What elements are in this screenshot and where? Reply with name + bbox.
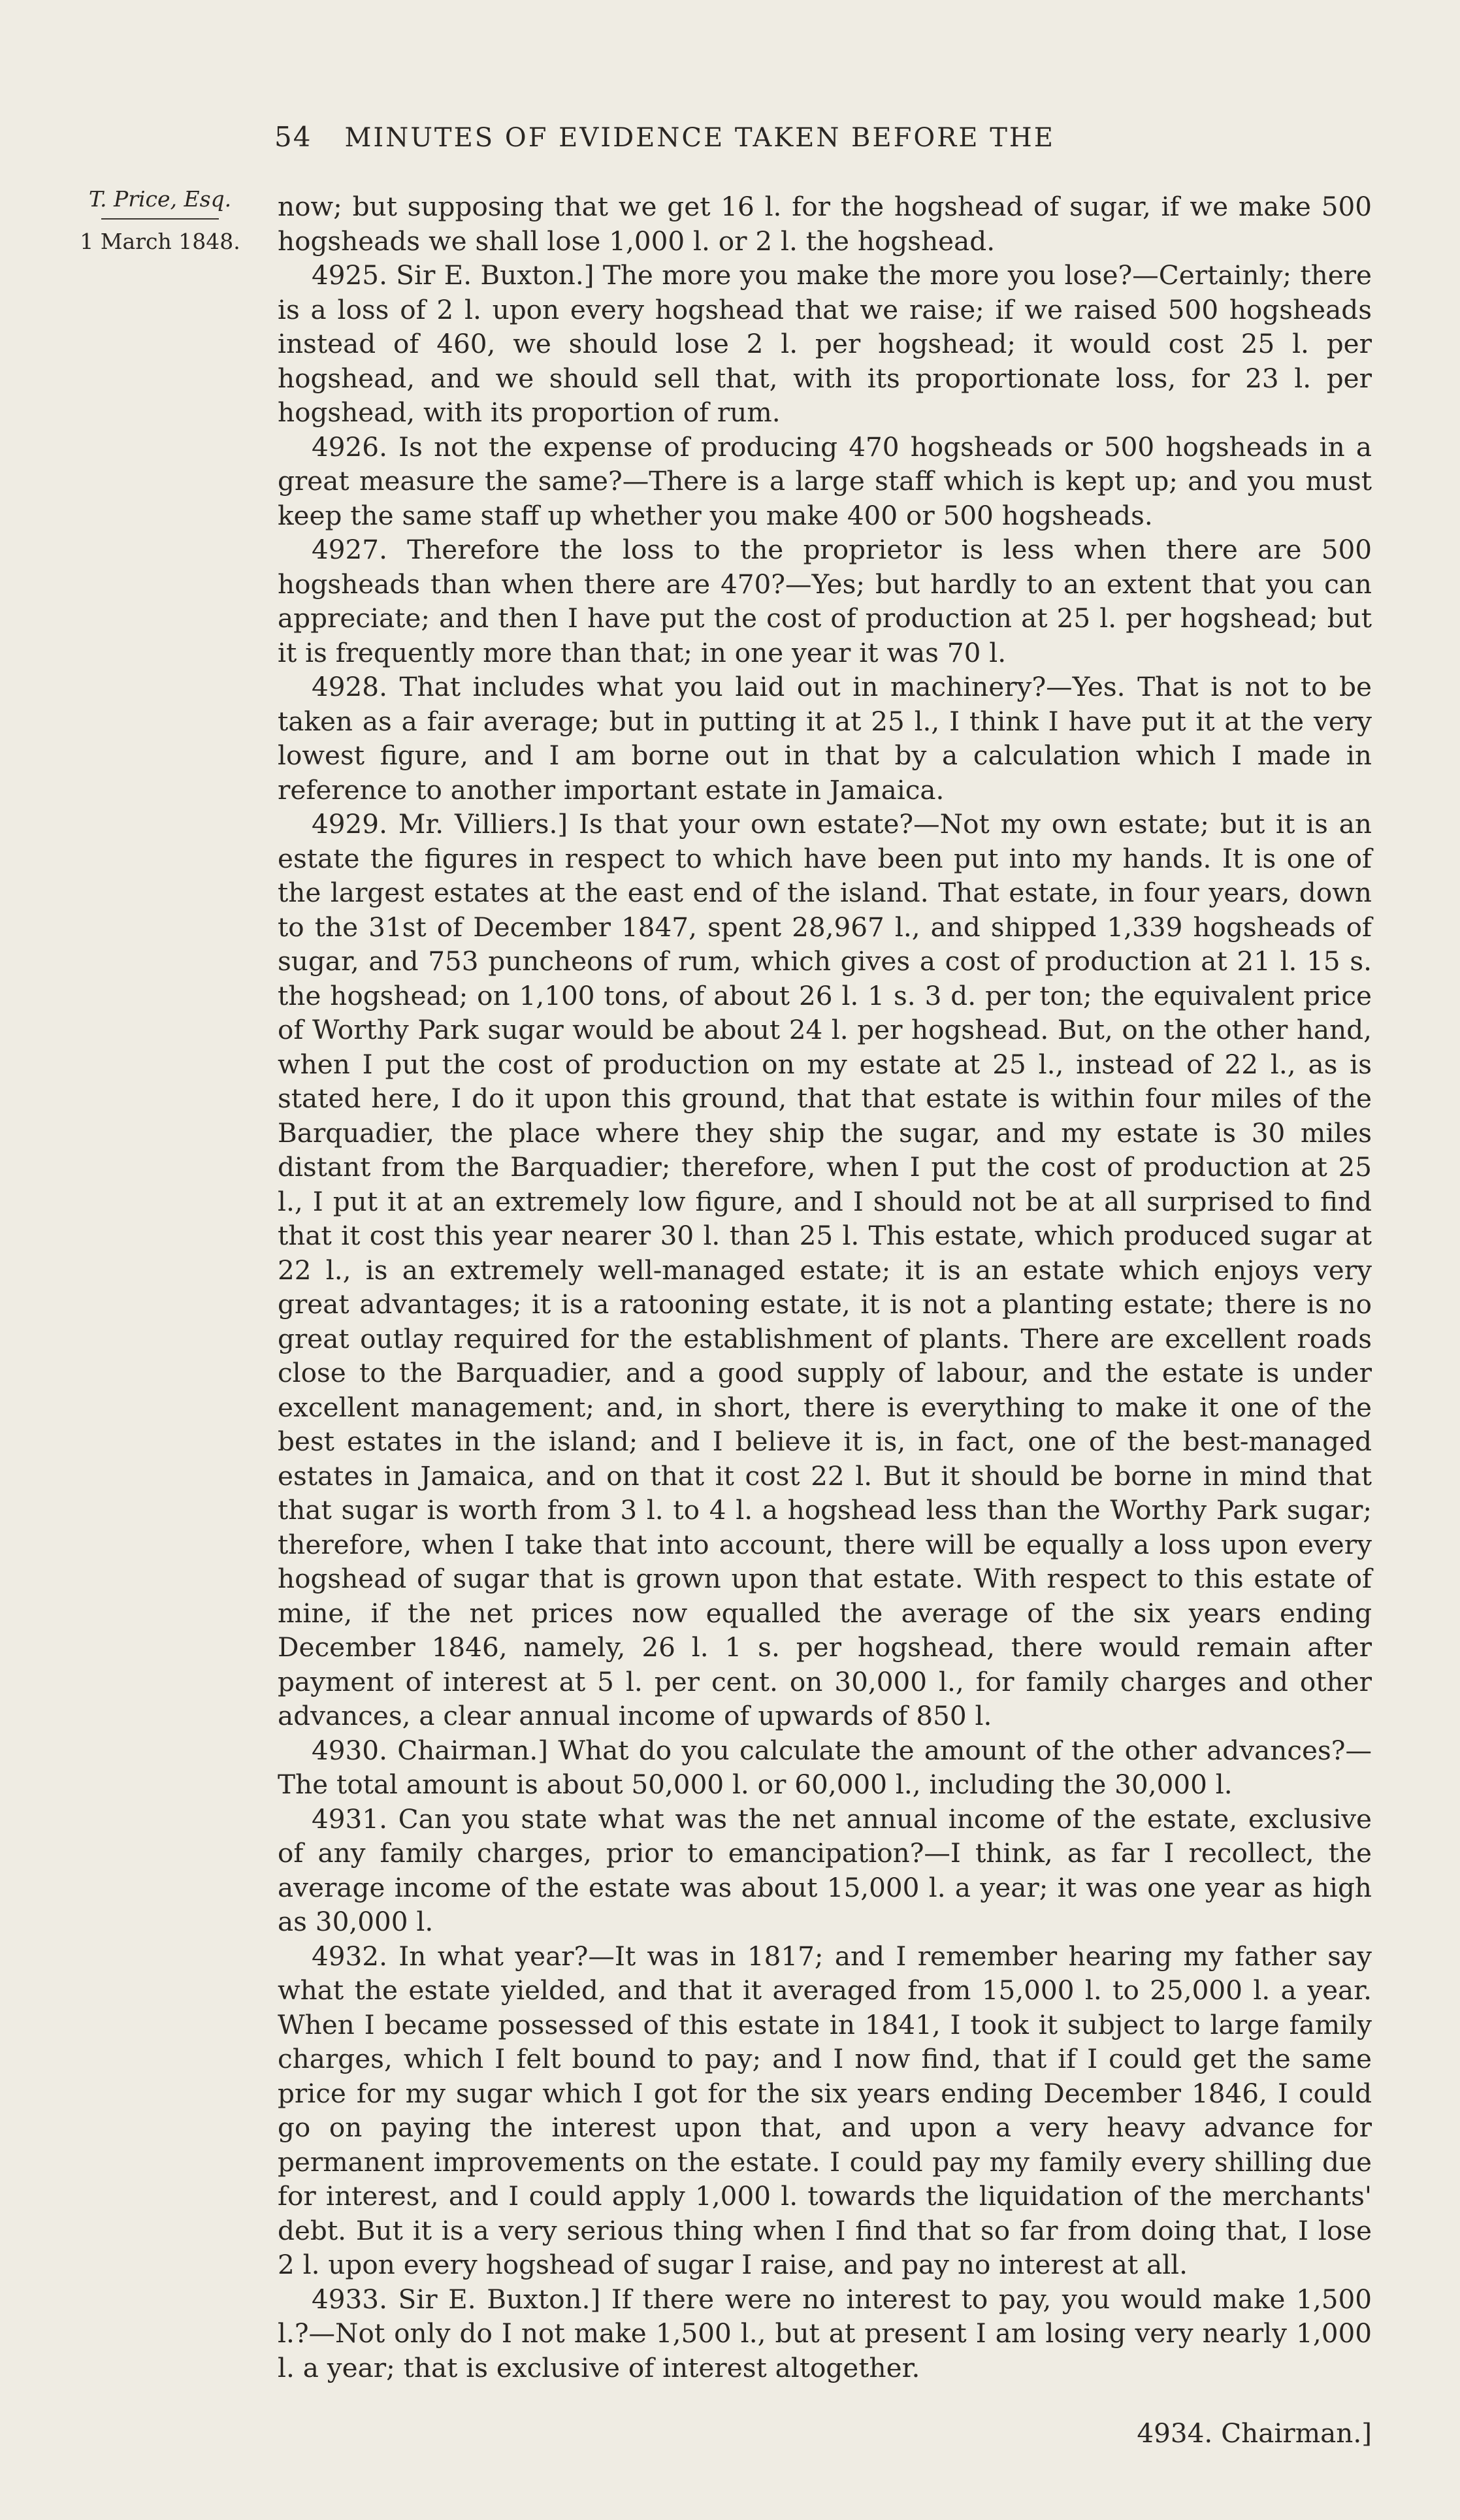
paragraph-4933: 4933. Sir E. Buxton.] If there were no interest to pay, you would make 1,500 l.?—Not only do I not make 1,500 l., but at present I am losing very nearly 1,000 l. a year; that is exclusive of interest altogether. (278, 2283, 1372, 2383)
catchword: 4934. Chairman.] (1137, 2417, 1372, 2449)
paragraph-4927: 4927. Therefore the loss to the proprietor is less when there are 500 hogsheads than when there are 470?—Yes; but hardly to an extent that you can appreciate; and then I have put the cost of production at 25 l. per hogshead; but it is frequently more than that; in one year it was 70 l. (278, 534, 1372, 668)
witness-name: T. Price, Esq. (88, 186, 232, 212)
margin-note (72, 186, 248, 254)
running-head: MINUTES OF EVIDENCE TAKEN BEFORE THE (344, 123, 1055, 153)
margin-divider (101, 218, 219, 220)
paragraph-continuation: now; but supposing that we get 16 l. for the hogshead of sugar, if we make 500 hogsheads we shall lose 1,000 l. or 2 l. the hogshead. (278, 191, 1372, 257)
paragraph-4925: 4925. Sir E. Buxton.] The more you make the more you lose?—Certainly; there is a loss of 2 l. upon every hogshead that we raise; if we raised 500 hogsheads instead of 460, we should lose 2 l. per hogshead; it would cost 25 l. per hogshead, and we should sell that, with its proportionate loss, for 23 l. per hogshead, with its proportion of rum. (278, 259, 1372, 428)
paragraph-4932: 4932. In what year?—It was in 1817; and I remember hearing my father say what the estate yielded, and that it averaged from 15,000 l. to 25,000 l. a year. When I became possessed of this estate in 1841, I took it subject to large family charges, which I felt bound to pay; and I now find, that if I could get the same price for my sugar which I got for the six years ending December 1846, I could go on paying the interest upon that, and upon a very heavy advance for permanent improvements on the estate. I could pay my family every shilling due for interest, and I could apply 1,000 l. towards the liquidation of the merchants' debt. But it is a very serious thing when I find that so far from doing that, I lose 2 l. upon every hogshead of sugar I raise, and pay no interest at all. (278, 1940, 1372, 2280)
paragraph-4930: 4930. Chairman.] What do you calculate the amount of the other advances?—The total amount is about 50,000 l. or 60,000 l., including the 30,000 l. (278, 1734, 1372, 1800)
paragraph-4931: 4931. Can you state what was the net annual income of the estate, exclusive of any family charges, prior to emancipation?—I think, as far I recollect, the average income of the estate was about 15,000 l. a year; it was one year as high as 30,000 l. (278, 1803, 1372, 1937)
page-header (274, 121, 1228, 153)
paragraph-4928: 4928. That includes what you laid out in machinery?—Yes. That is not to be taken as a fair average; but in putting it at 25 l., I think I have put it at the very lowest figure, and I am borne out in that by a calculation which I made in reference to another important estate in Jamaica. (278, 671, 1372, 806)
paragraph-4926: 4926. Is not the expense of producing 470 hogsheads or 500 hogsheads in a great measure the same?—There is a large staff which is kept up; and you must keep the same staff up whether you make 400 or 500 hogsheads. (278, 431, 1372, 531)
body-text (278, 189, 1372, 2385)
page-number: 54 (274, 121, 312, 153)
evidence-date: 1 March 1848. (80, 229, 240, 254)
paragraph-4929: 4929. Mr. Villiers.] Is that your own estate?—Not my own estate; but it is an estate the figures in respect to which have been put into my hands. It is one of the largest estates at the east end of the island. That estate, in four years, down to the 31st of December 1847, spent 28,967 l., and shipped 1,339 hogsheads of sugar, and 753 puncheons of rum, which gives a cost of production at 21 l. 15 s. the hogshead; on 1,100 tons, of about 26 l. 1 s. 3 d. per ton; the equivalent price of Worthy Park sugar would be about 24 l. per hogshead. But, on the other hand, when I put the cost of production on my estate at 25 l., instead of 22 l., as is stated here, I do it upon this ground, that that estate is within four miles of the Barquadier, the place where they ship the sugar, and my estate is 30 miles distant from the Barquadier; therefore, when I put the cost of production at 25 l., I put it at an extremely low figure, and I should not be at all surprised to find that it cost this year nearer 30 l. than 25 l. This estate, which produced sugar at 22 l., is an extremely well-managed estate; it is an estate which enjoys very great advantages; it is a ratooning estate, it is not a planting estate; there is no great outlay required for the establishment of plants. There are excellent roads close to the Barquadier, and a good supply of labour, and the estate is under excellent management; and, in short, there is everything to make it one of the best estates in the island; and I believe it is, in fact, one of the best-managed estates in Jamaica, and on that it cost 22 l. But it should be borne in mind that that sugar is worth from 3 l. to 4 l. a hogshead less than the Worthy Park sugar; therefore, when I take that into account, there will be equally a loss upon every hogshead of sugar that is grown upon that estate. With respect to this estate of mine, if the net prices now equalled the average of the six years ending December 1846, namely, 26 l. 1 s. per hogshead, there would remain after payment of interest at 5 l. per cent. on 30,000 l., for family charges and other advances, a clear annual income of upwards of 850 l. (278, 808, 1372, 1731)
